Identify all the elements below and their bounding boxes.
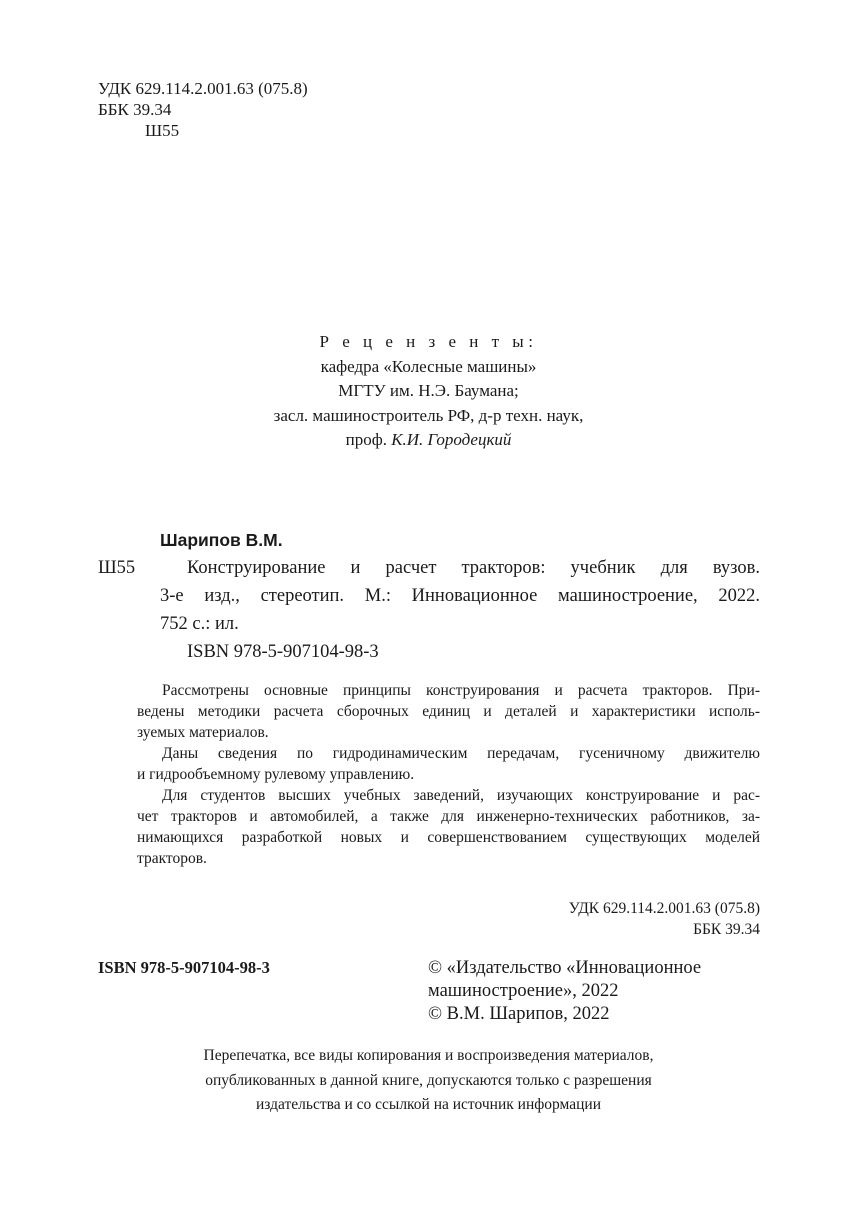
udk-code: УДК 629.114.2.001.63 (075.8) bbox=[98, 79, 308, 98]
annotation-line: зуемых материалов. bbox=[137, 724, 269, 741]
annotation-line: ведены методики расчета сборочных единиц и деталей и характеристики исполь- bbox=[137, 703, 760, 720]
bottom-bbk: ББК 39.34 bbox=[693, 921, 760, 938]
reviewers-block bbox=[0, 330, 857, 453]
reviewer-line-3: засл. машиностроитель РФ, д-р техн. наук, bbox=[273, 405, 584, 425]
reviewer-line-1: кафедра «Колесные машины» bbox=[320, 356, 537, 376]
isbn-bold: ISBN 978-5-907104-98-3 bbox=[98, 958, 270, 977]
annotation-line: Для студентов высших учебных заведений, изучающих конструирование и рас- bbox=[162, 787, 760, 804]
annotation-line: Даны сведения по гидродинамическим передачам, гусеничному движителю bbox=[162, 745, 760, 762]
reviewer-name: К.И. Городецкий bbox=[391, 430, 512, 449]
reviewers-heading: Р е ц е н з е н т ы: bbox=[319, 332, 538, 351]
bib-line-2: 3-е изд., стереотип. М.: Инновационное машиностроение, 2022. bbox=[160, 586, 760, 606]
book-author: Шарипов В.М. bbox=[160, 530, 283, 550]
bib-line-3: 752 с.: ил. bbox=[160, 614, 239, 634]
classification-block bbox=[98, 78, 308, 141]
annotation-line: чет тракторов и автомобилей, а также для инженерно-технических работников, за- bbox=[137, 808, 760, 825]
copyright-line-3: © В.М. Шарипов, 2022 bbox=[428, 1004, 610, 1024]
annotation-line: и гидрообъемному рулевому управлению. bbox=[137, 766, 415, 783]
copyright-line-1: © «Издательство «Инновационное bbox=[428, 958, 702, 978]
author-mark: Ш55 bbox=[145, 121, 180, 140]
bib-line-1: Конструирование и расчет тракторов: учебник для вузов. bbox=[187, 558, 760, 578]
annotation bbox=[137, 680, 760, 869]
reviewer-line-2: МГТУ им. Н.Э. Баумана; bbox=[338, 381, 519, 400]
bottom-udk: УДК 629.114.2.001.63 (075.8) bbox=[568, 900, 760, 917]
reviewer-line-4 bbox=[0, 428, 857, 453]
notice-line-3: издательства и со ссылкой на источник информации bbox=[255, 1096, 602, 1113]
notice-line-1: Перепечатка, все виды копирования и воспроизведения материалов, bbox=[203, 1047, 654, 1064]
copyright-block bbox=[428, 957, 701, 1026]
copyright-line-2: машиностроение», 2022 bbox=[428, 981, 619, 1001]
reviewer-title: проф. bbox=[345, 430, 387, 449]
bib-mark: Ш55 bbox=[98, 558, 136, 578]
reprint-notice bbox=[0, 1044, 857, 1118]
annotation-line: Рассмотрены основные принципы конструирования и расчета тракторов. При- bbox=[162, 682, 760, 699]
notice-line-2: опубликованных в данной книге, допускаются только с разрешения bbox=[205, 1071, 652, 1089]
annotation-line: нимающихся разработкой новых и совершенствованием существующих моделей bbox=[137, 829, 760, 846]
bbk-code: ББК 39.34 bbox=[98, 100, 172, 119]
bib-isbn: ISBN 978-5-907104-98-3 bbox=[187, 642, 379, 662]
annotation-line: тракторов. bbox=[137, 850, 207, 867]
bottom-classification bbox=[460, 898, 760, 940]
